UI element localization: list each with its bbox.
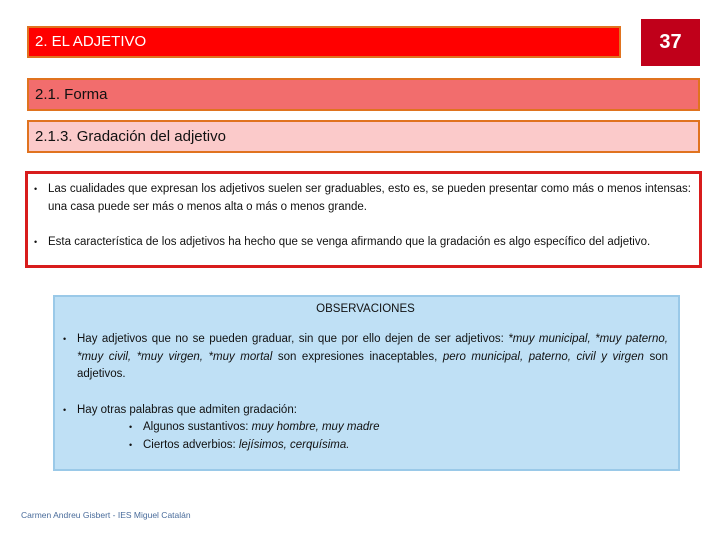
observaciones-box — [53, 295, 680, 471]
observaciones-bullet-text — [77, 402, 668, 420]
example-run: muy hombre, muy madre — [251, 421, 380, 433]
main-content-box — [25, 171, 702, 268]
chapter-title: 2. EL ADJETIVO — [35, 33, 147, 50]
section-bar — [27, 78, 700, 111]
observaciones-bullet — [63, 402, 668, 420]
text-run: Ciertos adverbios: — [143, 438, 239, 451]
footer-credit: Carmen Andreu Gisbert - IES Miguel Catalán — [21, 510, 191, 520]
example-run: lejísimos, cerquísima. — [238, 438, 350, 451]
observaciones-bullet-text — [77, 331, 668, 384]
text-run: Hay adjetivos que no se pueden graduar, sin que por ello dejen de ser adjetivos: — [77, 333, 509, 345]
sub-bullet-text — [143, 437, 349, 455]
text-run: son expresiones inaceptables, — [272, 350, 443, 363]
bullet-icon: • — [129, 422, 133, 432]
main-bullet — [34, 234, 691, 252]
bullet-icon: • — [34, 184, 38, 194]
section-title: 2.1. Forma — [35, 86, 108, 103]
text-run: Hay otras palabras que admiten gradación: — [77, 403, 297, 416]
text-run: Algunos sustantivos: — [143, 421, 252, 433]
observaciones-bullet — [63, 331, 668, 384]
bullet-icon: • — [34, 237, 38, 247]
bullet-icon: • — [129, 439, 133, 450]
main-bullet-text: Las cualidades que expresan los adjetivos suelen ser graduables, esto es, se pueden presentar como más o menos intensas: una casa puede ser más o menos alta o más o menos grande. — [48, 183, 691, 213]
main-bullet-text: Esta característica de los adjetivos ha hecho que se venga afirmando que la gradación es algo específico del adjetivo. — [48, 236, 651, 248]
main-bullet — [34, 181, 691, 216]
example-run: pero municipal, paterno, civil y virgen — [442, 350, 644, 363]
sub-bullet-text — [143, 419, 380, 437]
sub-bullet — [63, 419, 668, 437]
subsection-title: 2.1.3. Gradación del adjetivo — [35, 128, 226, 145]
chapter-title-bar — [27, 26, 621, 58]
page-number-badge — [641, 19, 700, 66]
text-run: son adjetivos. — [77, 350, 668, 380]
example-run: *muy municipal, *muy paterno, *muy civil, *muy virgen, *muy mortal — [77, 333, 668, 363]
page-number: 37 — [659, 31, 682, 53]
subsection-bar — [27, 120, 700, 153]
observaciones-title: OBSERVACIONES — [316, 303, 415, 315]
sub-bullet — [63, 437, 668, 455]
bullet-icon: • — [63, 404, 67, 415]
bullet-icon: • — [63, 334, 67, 344]
